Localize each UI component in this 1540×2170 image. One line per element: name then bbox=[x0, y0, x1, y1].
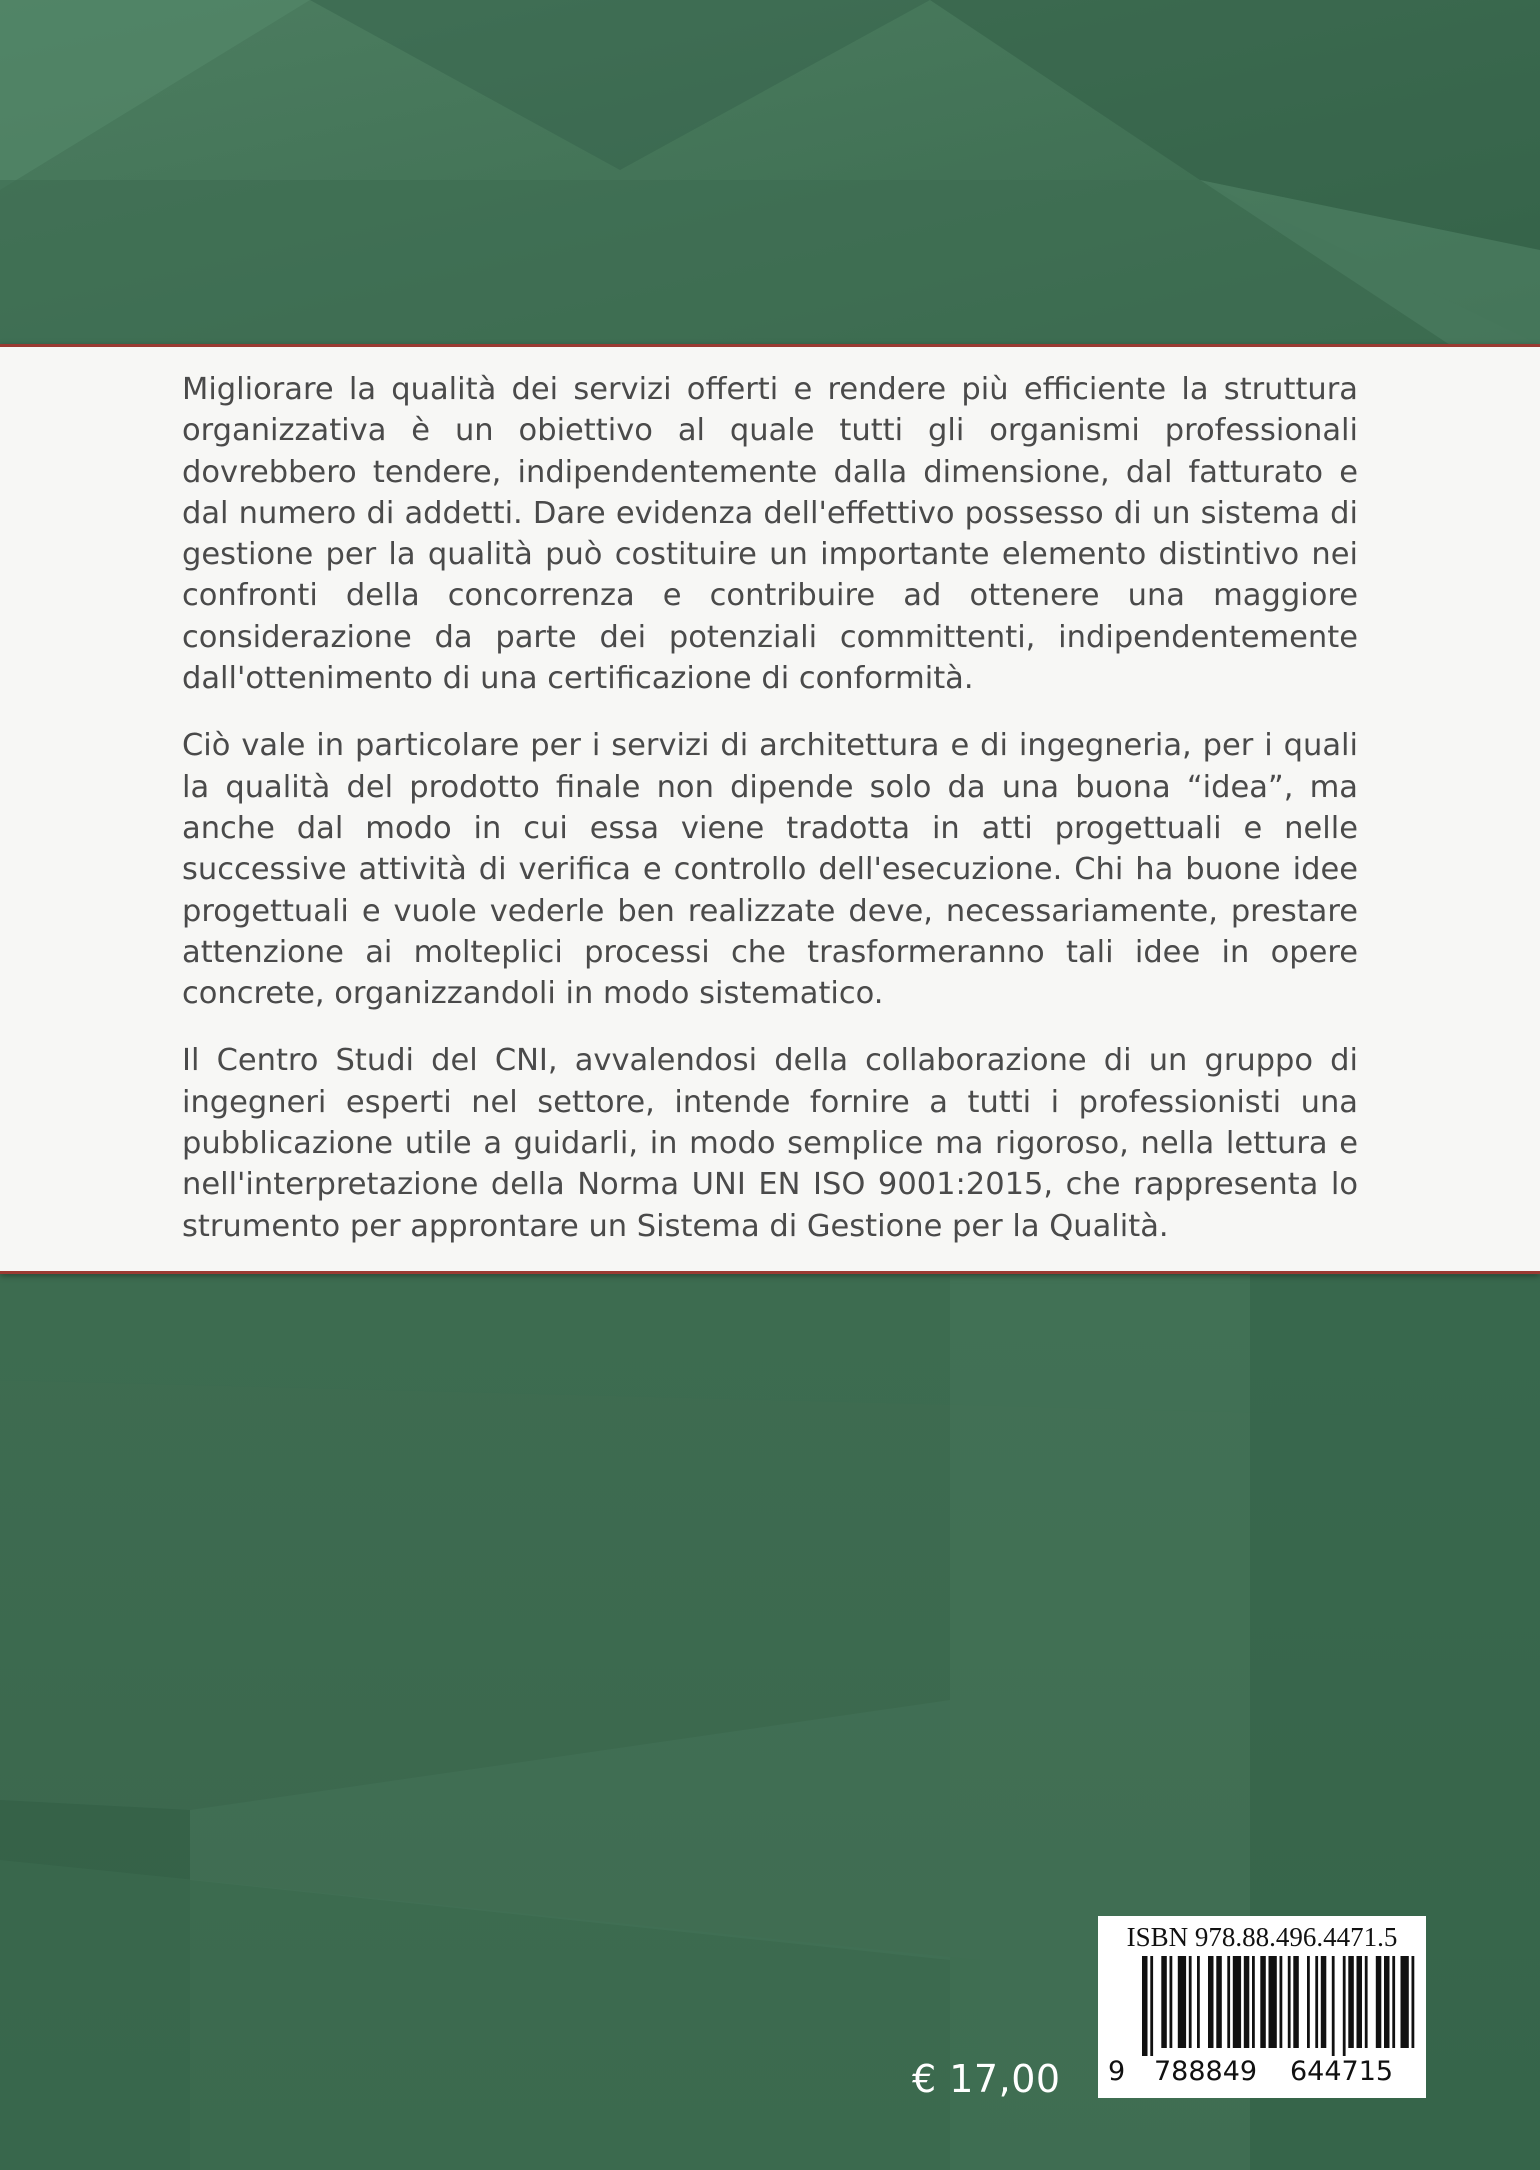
barcode-icon bbox=[1098, 1956, 1426, 2056]
blurb-paragraph-1: Migliorare la qualità dei servizi offerti e rendere più efficiente la struttura organizzativa è un obiettivo al quale tutti gli organismi professionali dovrebbero tendere, indipendentemente dalla dimensione, dal fatturato e dal numero di addetti. Dare evidenza dell'effettivo possesso di un sistema di gestione per la qualità può costituire un importante elemento distintivo nei confronti della concorrenza e contribuire ad ottenere una maggiore considerazione da parte dei potenziali committenti, indipendentemente dall'ottenimento di una certificazione di conformità. bbox=[182, 372, 1358, 697]
barcode-digit-first: 9 bbox=[1108, 2056, 1126, 2087]
barcode-bar bbox=[1269, 1956, 1277, 2048]
barcode-bar bbox=[1252, 1956, 1255, 2048]
blurb-band bbox=[0, 344, 1540, 1274]
barcode-bar bbox=[1161, 1956, 1167, 2048]
barcode-bar bbox=[1189, 1956, 1192, 2048]
barcode-bar bbox=[1307, 1956, 1310, 2048]
barcode-bar bbox=[1197, 1956, 1200, 2048]
barcode-bar bbox=[1315, 1956, 1318, 2048]
blurb-paragraph-2: Ciò vale in particolare per i servizi di architettura e di ingegneria, per i quali la qualità del prodotto finale non dipende solo da una buona “idea”, ma anche dal modo in cui essa viene tradotta in atti progettuali e nelle successive attività di verifica e controllo dell'esecuzione. Chi ha buone idee progettuali e vuole vederle ben realizzate deve, necessariamente, prestare attenzione ai molteplici processi che trasformeranno tali idee in opere concrete, organizzandoli in modo sistematico. bbox=[182, 728, 1358, 1012]
barcode-bar bbox=[1401, 1956, 1409, 2048]
barcode-bar bbox=[1332, 1956, 1335, 2056]
barcode-bar bbox=[1365, 1956, 1368, 2048]
barcode-bar bbox=[1392, 1956, 1395, 2048]
barcode-bar bbox=[1321, 1956, 1327, 2048]
barcode-bar bbox=[1233, 1956, 1241, 2048]
barcode-digits-right: 644715 bbox=[1290, 2056, 1394, 2087]
barcode-bar bbox=[1142, 1956, 1148, 2056]
barcode-bar bbox=[1244, 1956, 1250, 2048]
barcode-digits bbox=[1098, 2056, 1426, 2092]
barcode-bar bbox=[1343, 1956, 1346, 2056]
barcode-bar bbox=[1384, 1956, 1390, 2048]
barcode-bar bbox=[1216, 1956, 1222, 2048]
barcode-bar bbox=[1293, 1956, 1299, 2048]
barcode-bar bbox=[1150, 1956, 1153, 2056]
barcode-bar bbox=[1348, 1956, 1354, 2048]
barcode-bar bbox=[1170, 1956, 1173, 2048]
barcode-bar bbox=[1412, 1956, 1415, 2048]
barcode-bar bbox=[1260, 1956, 1266, 2048]
barcode-bar bbox=[1208, 1956, 1214, 2048]
barcode-bar bbox=[1280, 1956, 1283, 2048]
barcode-bar bbox=[1376, 1956, 1382, 2048]
back-cover-blurb bbox=[182, 369, 1358, 1247]
price-label: € 17,00 bbox=[912, 2057, 1061, 2101]
isbn-barcode bbox=[1098, 1916, 1426, 2098]
barcode-bar bbox=[1357, 1956, 1363, 2048]
barcode-digits-left: 788849 bbox=[1154, 2056, 1258, 2087]
barcode-bar bbox=[1227, 1956, 1230, 2048]
isbn-number: ISBN 978.88.496.4471.5 bbox=[1126, 1922, 1398, 1952]
blurb-paragraph-3: Il Centro Studi del CNI, avvalendosi della collaborazione di un gruppo di ingegneri esperti nel settore, intende fornire a tutti i professionisti una pubblicazione utile a guidarli, in modo semplice ma rigoroso, nella lettura e nell'interpretazione della Norma UNI EN ISO 9001:2015, che rappresenta lo strumento per approntare un Sistema di Gestione per la Qualità. bbox=[182, 1043, 1358, 1244]
barcode-bar bbox=[1178, 1956, 1186, 2048]
barcode-bar bbox=[1288, 1956, 1291, 2048]
